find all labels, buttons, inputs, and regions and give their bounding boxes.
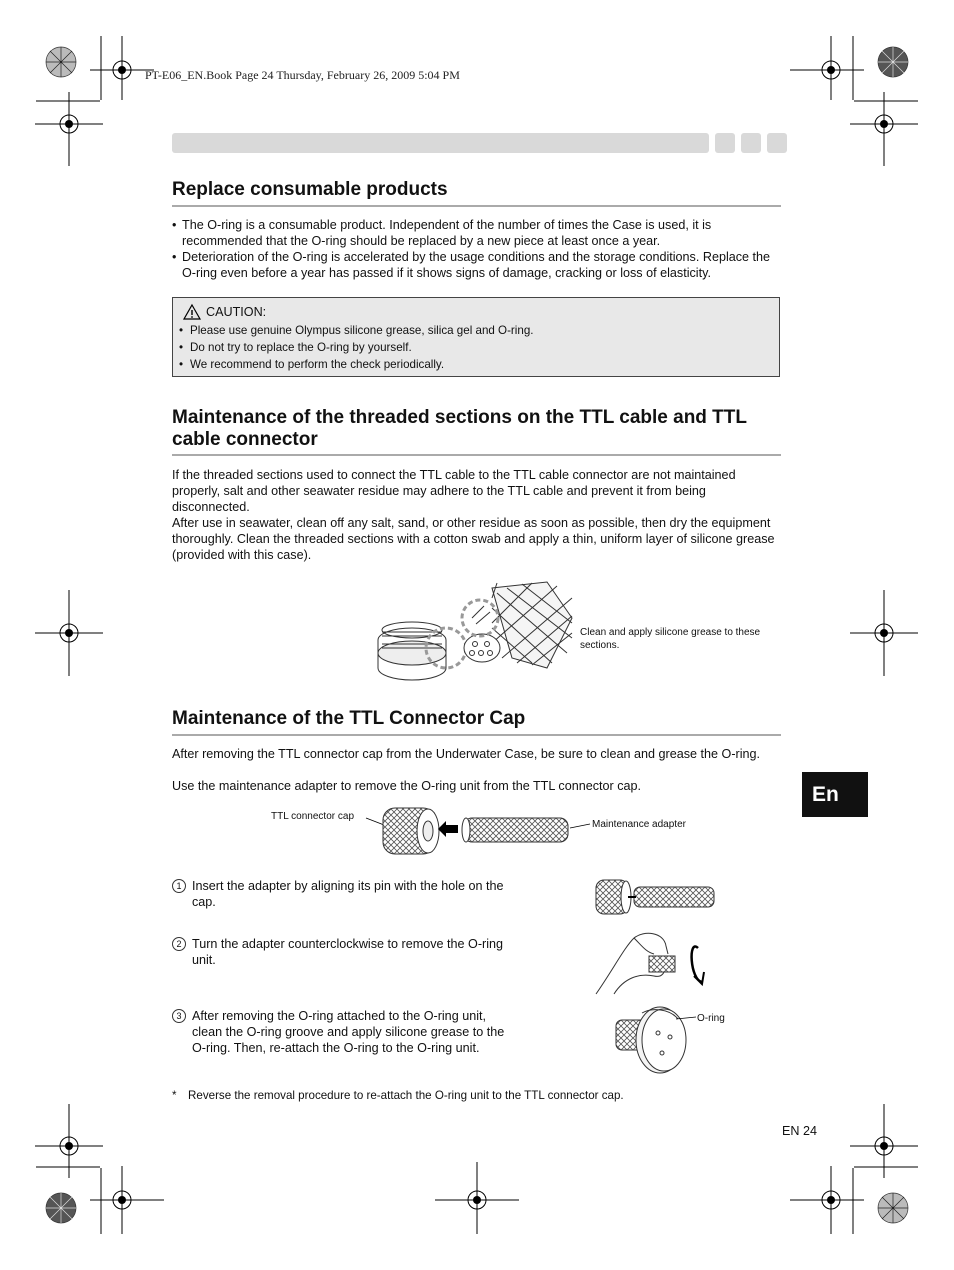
step-2-illustration [594, 928, 724, 998]
ttl-cable-illustration [372, 578, 602, 683]
label-ttl-connector-cap: TTL connector cap [271, 811, 355, 822]
title-line: Maintenance of the threaded sections on the TTL cable and TTL [172, 407, 748, 428]
figure-caption-grease: Clean and apply silicone grease to these sections. [580, 627, 761, 651]
cap-adapter-illustration [358, 800, 678, 860]
cap-paragraph-1: After removing the TTL connector cap from the Underwater Case, be sure to clean and grease the O-ring. [172, 747, 761, 761]
step-1-illustration [594, 878, 724, 918]
caution-box [172, 297, 780, 377]
step-number: 1 [172, 879, 186, 893]
section-rule [172, 205, 781, 207]
section-rule [172, 734, 781, 736]
title-line: cable connector [172, 429, 318, 450]
step-text: After removing the O-ring attached to the O-ring unit, clean the O-ring groove and apply silicone grease to the O-ring. Then, re-attach the O-ring to the O-ring unit. [192, 1009, 505, 1055]
footnote: Reverse the removal procedure to re-attach the O-ring unit to the TTL connector cap. [188, 1089, 624, 1102]
file-info-header: PT-E06_EN.Book Page 24 Thursday, February 26, 2009 5:04 PM [145, 68, 460, 82]
section-title-threaded [172, 407, 792, 451]
caution-item: • We recommend to perform the check periodically. [179, 356, 534, 373]
header-square [741, 133, 761, 153]
section-title-replace: Replace consumable products [172, 179, 448, 200]
bullet-item: • Deterioration of the O-ring is accelerated by the usage conditions and the storage conditions. Replace the O-ring even before a year has passed if it shows signs of damage, cracking or loss of elasticity. [172, 249, 782, 281]
step-3-illustration [612, 1005, 702, 1075]
threaded-paragraph-2: After use in seawater, clean off any salt, sand, or other residue as soon as possible, then dry the equipment thoroughly. Clean the threaded sections with a cotton swab and apply a thin, uniform layer of silicone grease (provided with this case). [172, 516, 775, 562]
header-square [767, 133, 787, 153]
consumable-bullets [172, 217, 782, 281]
caution-label: CAUTION: [206, 305, 267, 319]
note-mark: * [172, 1089, 177, 1102]
label-maintenance-adapter: Maintenance adapter [592, 819, 686, 830]
label-o-ring: O-ring [697, 1013, 725, 1024]
section-title-cap: Maintenance of the TTL Connector Cap [172, 708, 526, 729]
caution-item: • Please use genuine Olympus silicone grease, silica gel and O-ring. [179, 322, 534, 339]
caution-header [183, 304, 266, 320]
caution-item: • Do not try to replace the O-ring by yourself. [179, 339, 534, 356]
caution-list [179, 322, 534, 373]
header-square [715, 133, 735, 153]
warning-triangle-icon [183, 304, 201, 320]
step-number: 2 [172, 937, 186, 951]
page-number: EN 24 [782, 1124, 818, 1138]
threaded-paragraph-1: If the threaded sections used to connect the TTL cable to the TTL cable connector are not maintained properly, salt and other seawater residue may adhere to the TTL cable and prevent it from being disconnected. [172, 468, 736, 514]
step-text: Insert the adapter by aligning its pin with the hole on the cap. [192, 879, 504, 909]
header-bar [172, 133, 709, 153]
step-text: Turn the adapter counterclockwise to remove the O-ring unit. [192, 937, 504, 967]
step-number: 3 [172, 1009, 186, 1023]
bullet-item: • The O-ring is a consumable product. Independent of the number of times the Case is used, it is recommended that the O-ring should be replaced by a new piece at least once a year. [172, 217, 782, 249]
cap-paragraph-2: Use the maintenance adapter to remove the O-ring unit from the TTL connector cap. [172, 779, 642, 793]
section-rule [172, 454, 781, 456]
language-tab: En [802, 772, 868, 817]
